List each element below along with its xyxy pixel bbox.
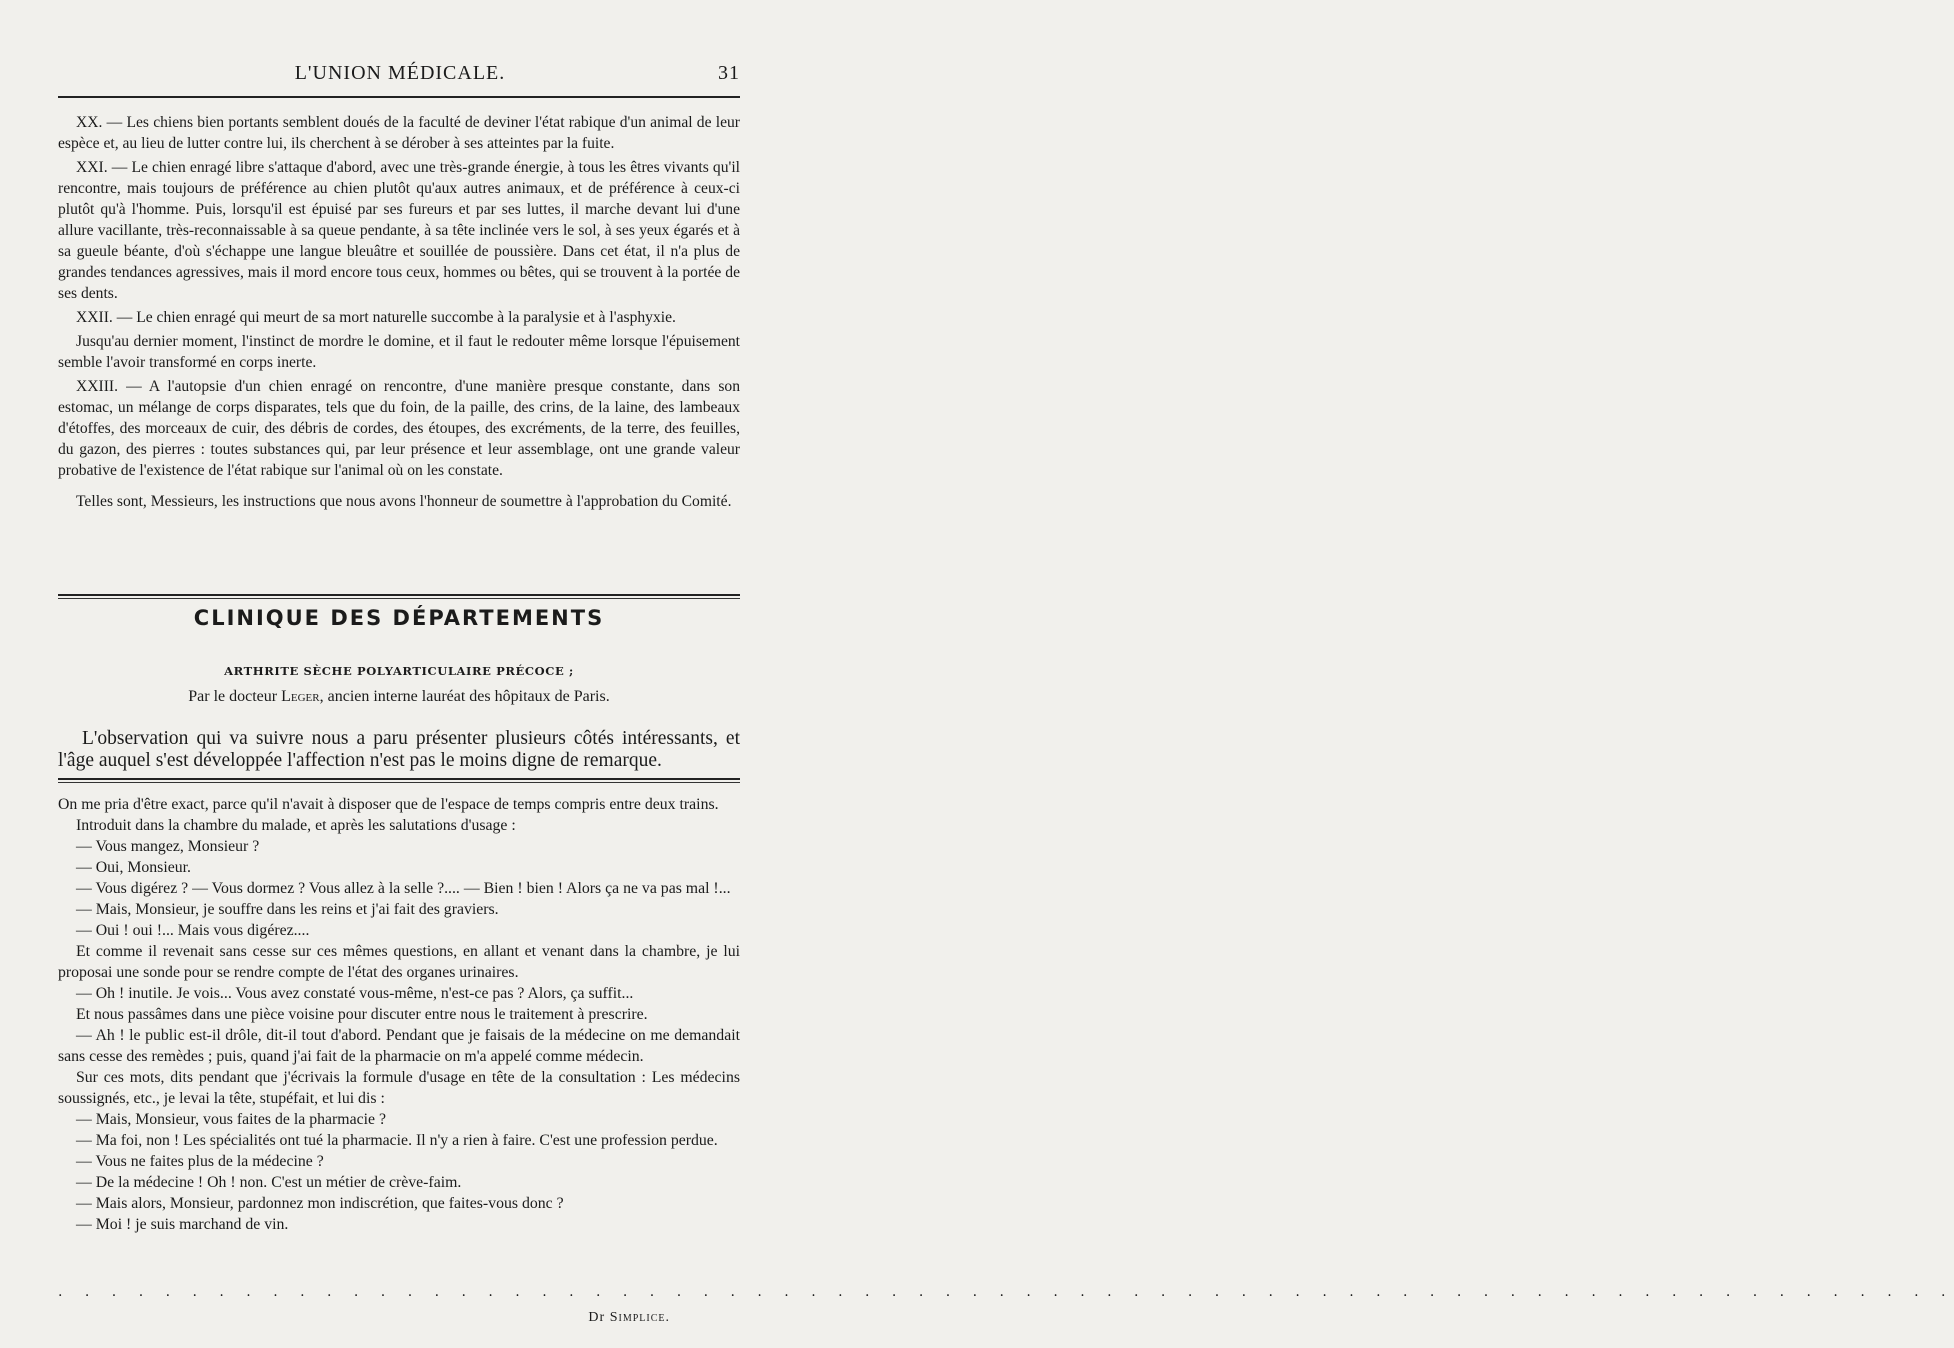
signature-prefix: Dr [588, 1310, 610, 1325]
dialog-line: — Ma foi, non ! Les spécialités ont tué la pharmacie. Il n'y a rien à faire. C'est une profession perdue. [76, 1132, 718, 1149]
dialog-line: — Ah ! le public est-il drôle, dit-il tout d'abord. Pendant que je faisais de la médecine on me demandait sans cesse des remèdes ; puis, quand j'ai fait de la pharmacie on m'a appelé comme médecin. [58, 1027, 740, 1065]
dialog-line: — Oui, Monsieur. [76, 859, 191, 876]
dialog-line: Et comme il revenait sans cesse sur ces mêmes questions, en allant et venant dans la chambre, je lui proposai une sonde pour se rendre compte de l'état des organes urinaires. [58, 943, 740, 981]
dialog-line: On me pria d'être exact, parce qu'il n'avait à disposer que de l'espace de temps compris entre deux trains. [58, 796, 719, 813]
signature [588, 1310, 670, 1326]
article-author [58, 688, 740, 706]
dialog-line: — Mais alors, Monsieur, pardonnez mon indiscrétion, que faites-vous donc ? [76, 1195, 564, 1212]
dialog-line: Et nous passâmes dans une pièce voisine pour discuter entre nous le traitement à prescrire. [76, 1006, 648, 1023]
journal-title: L'UNION MÉDICALE. [294, 62, 506, 84]
dialog-line: — Vous digérez ? — Vous dormez ? Vous allez à la selle ?.... — Bien ! bien ! Alors ça ne va pas mal !... [76, 880, 731, 897]
dialog-line: Sur ces mots, dits pendant que j'écrivais la formule d'usage en tête de la consultation : Les médecins soussignés, etc., je levai la tête, stupéfait, et lui dis : [58, 1069, 740, 1107]
dialog-line: — Mais, Monsieur, vous faites de la pharmacie ? [76, 1111, 386, 1128]
paragraph-xxii: XXII. — Le chien enragé qui meurt de sa mort naturelle succombe à la paralysie et à l'asphyxie. [76, 309, 676, 326]
dialog-line: — Mais, Monsieur, je souffre dans les reins et j'ai fait des graviers. [76, 901, 499, 918]
ellipsis-dots: . . . . . . . . . . . . . . . . . . . . . . . . . . . . . . . . . . . . . . . . . . . . . . . . . . . . . . . . . . . . . . . . . . . . . . . [58, 1284, 1954, 1300]
feuilleton-rule [58, 778, 740, 780]
paragraph-xxi: XXI. — Le chien enragé libre s'attaque d'abord, avec une très-grande énergie, à tous les êtres vivants qu'il rencontre, mais toujours de préférence au chien plutôt qu'aux autres animaux, et de préférence à ceux-ci plutôt qu'à l'homme. Puis, lorsqu'il est épuisé par ses fureurs et par ses luttes, il marche devant lui d'une allure vacillante, très-reconnaissable à sa queue pendante, à sa tête inclinée vers le sol, à ses yeux égarés et à sa gueule béante, d'où s'échappe une langue bleuâtre et souillée de poussière. Dans cet état, il n'a plus de grandes tendances agressives, mais il mord encore tous ceux, hommes ou bêtes, qui se trouvent à la portée de ses dents. [58, 159, 740, 302]
author-suffix: , ancien interne lauréat des hôpitaux de Paris. [319, 688, 610, 705]
section-rule-top-thin [58, 598, 740, 599]
page-number: 31 [718, 62, 740, 84]
header-rule [58, 96, 740, 98]
dialog-line: — Vous ne faites plus de la médecine ? [76, 1153, 324, 1170]
dialog-line: — Vous mangez, Monsieur ? [76, 838, 260, 855]
paragraph-xxii-cont: Jusqu'au dernier moment, l'instinct de mordre le domine, et il faut le redouter même lorsque l'épuisement semble l'avoir transformé en corps inerte. [58, 333, 740, 371]
closing-paragraph: Telles sont, Messieurs, les instructions que nous avons l'honneur de soumettre à l'approbation du Comité. [76, 493, 732, 510]
author-prefix: Par le docteur [188, 688, 282, 705]
article-subtitle: ARTHRITE SÈCHE POLYARTICULAIRE PRÉCOCE ; [224, 664, 574, 678]
running-head [60, 62, 740, 86]
author-name: Leger [281, 688, 320, 705]
feuilleton-rule-thin [58, 782, 740, 783]
dialog-line: — Oui ! oui !... Mais vous digérez.... [76, 922, 310, 939]
dialog-line: Introduit dans la chambre du malade, et après les salutations d'usage : [76, 817, 516, 834]
signature-name: Simplice. [609, 1310, 670, 1325]
paragraph-xxiii: XXIII. — A l'autopsie d'un chien enragé on rencontre, d'une manière presque constante, dans son estomac, un mélange de corps disparates, tels que du foin, de la paille, des crins, de la laine, des lambeaux d'étoffes, des morceaux de cuir, des débris de cordes, des étoupes, des excréments, de la terre, des feuilles, du gazon, des pierres : toutes substances qui, par leur présence et leur assemblage, ont une grande valeur probative de l'existence de l'état rabique sur l'animal où on les constate. [58, 378, 740, 479]
section-title: CLINIQUE DES DÉPARTEMENTS [193, 606, 605, 630]
feuilleton-dialog [58, 794, 740, 1235]
dialog-line: — Moi ! je suis marchand de vin. [76, 1216, 289, 1233]
dialog-line: — Oh ! inutile. Je vois... Vous avez constaté vous-même, n'est-ce pas ? Alors, ça suffit... [76, 985, 634, 1002]
dialog-line: — De la médecine ! Oh ! non. C'est un métier de crève-faim. [76, 1174, 462, 1191]
article-intro: L'observation qui va suivre nous a paru présenter plusieurs côtés intéressants, et l'âge auquel s'est développée l'affection n'est pas le moins digne de remarque. [58, 728, 740, 771]
paragraph-xx: XX. — Les chiens bien portants semblent doués de la faculté de deviner l'état rabique d'un animal de leur espèce et, au lieu de lutter contre lui, ils cherchent à se dérober à ses atteintes par la fuite. [58, 114, 740, 152]
rabies-instructions [58, 112, 740, 515]
section-rule-top [58, 594, 740, 596]
